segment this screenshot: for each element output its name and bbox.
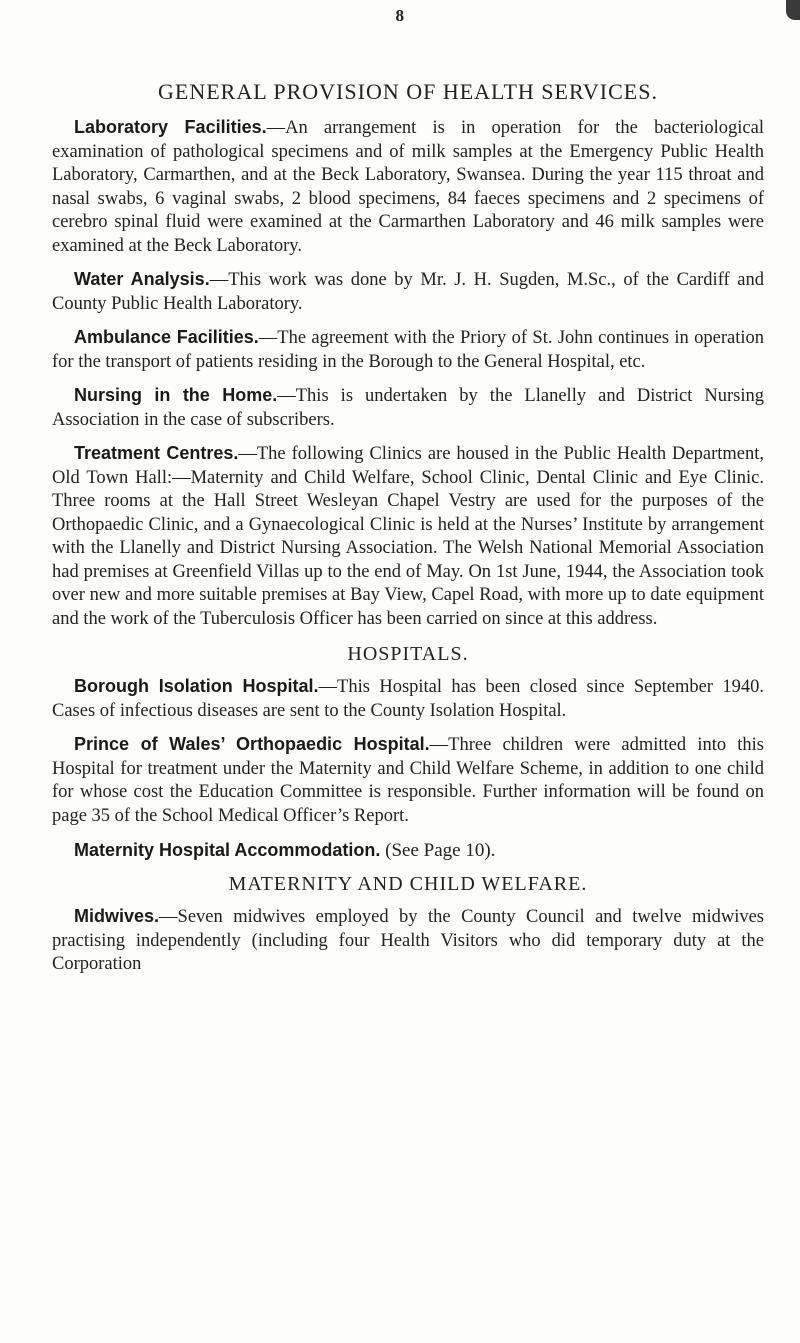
section-title-hospitals: HOSPITALS. xyxy=(347,643,469,665)
heading-water: Water Analysis. xyxy=(74,269,210,289)
paragraph-midwives xyxy=(52,905,764,977)
heading-laboratory: Laboratory Facilities. xyxy=(74,117,267,137)
page-title: GENERAL PROVISION OF HEALTH SERVICES. xyxy=(158,79,658,104)
text-orthopaedic: —Three children were admitted into this Hospital for treatment under the Maternity and Child Welfare Scheme, in addition to one child for whose cost the Education Committee is responsible. Further information will be found on page 35 of the School Medical Officer’s Report. xyxy=(52,735,765,826)
text-maternity-accommodation: (See Page 10). xyxy=(380,840,496,861)
heading-ambulance: Ambulance Facilities. xyxy=(74,327,259,347)
paragraph-maternity-accommodation xyxy=(52,838,764,863)
section-title-maternity: MATERNITY AND CHILD WELFARE. xyxy=(228,873,588,895)
text-ambulance: —The agreement with the Priory of St. John continues in operation for the transport of patients residing in the Borough to the General Hospital, etc. xyxy=(52,328,764,372)
page-number: 8 xyxy=(395,6,405,25)
heading-isolation: Borough Isolation Hospital. xyxy=(74,676,319,696)
text-isolation: —This Hospital has been closed since September 1940. Cases of infectious diseases are sent to the County Isolation Hospital. xyxy=(52,677,764,721)
paragraph-nursing xyxy=(52,384,764,432)
paragraph-ambulance xyxy=(52,326,764,374)
text-midwives: —Seven midwives employed by the County Council and twelve midwives practising independently (including four Health Visitors who did temporary duty at the Corporation xyxy=(52,907,764,974)
paragraph-laboratory xyxy=(52,116,764,258)
paragraph-orthopaedic xyxy=(52,733,764,828)
paragraph-water xyxy=(52,268,764,316)
heading-orthopaedic: Prince of Wales’ Orthopaedic Hospital. xyxy=(74,734,430,754)
text-laboratory: —An arrangement is in operation for the bacteriological examination of pathological specimens and of milk samples at the Emergency Public Health Laboratory, Carmarthen, and at the Beck Laboratory, Swansea. During the year 115 throat and nasal swabs, 6 vaginal swabs, 2 blood specimens, 84 faeces specimens and 2 specimens of cerebro spinal fluid were examined at the Carmarthen Laboratory and 46 milk samples were examined at the Beck Laboratory. xyxy=(52,118,764,256)
page-content xyxy=(52,78,764,987)
text-treatment: —The following Clinics are housed in the Public Health Department, Old Town Hall:—Maternity and Child Welfare, School Clinic, Dental Clinic and Eye Clinic. Three rooms at the Hall Street Wesleyan Chapel Vestry are used for the purposes of the Orthopaedic Clinic, and a Gynaecological Clinic is held at the Nurses’ Institute by arrangement with the Llanelly and District Nursing Association. The Welsh National Memorial Association had premises at Greenfield Villas up to the end of May. On 1st June, 1944, the Association took over new and more suitable premises at Bay View, Capel Road, with more up to date equipment and the work of the Tuberculosis Officer has been carried on since at this address. xyxy=(52,444,764,629)
text-water: —This work was done by Mr. J. H. Sugden, M.Sc., of the Cardiff and County Public Health Laboratory. xyxy=(52,270,764,314)
paragraph-isolation xyxy=(52,675,764,723)
heading-maternity-accommodation: Maternity Hospital Accommodation. xyxy=(74,840,381,860)
heading-nursing: Nursing in the Home. xyxy=(74,385,278,405)
heading-treatment: Treatment Centres. xyxy=(74,443,239,463)
paragraph-treatment xyxy=(52,442,764,631)
text-nursing: —This is undertaken by the Llanelly and District Nursing Association in the case of subscribers. xyxy=(52,386,764,430)
heading-midwives: Midwives. xyxy=(74,906,160,926)
